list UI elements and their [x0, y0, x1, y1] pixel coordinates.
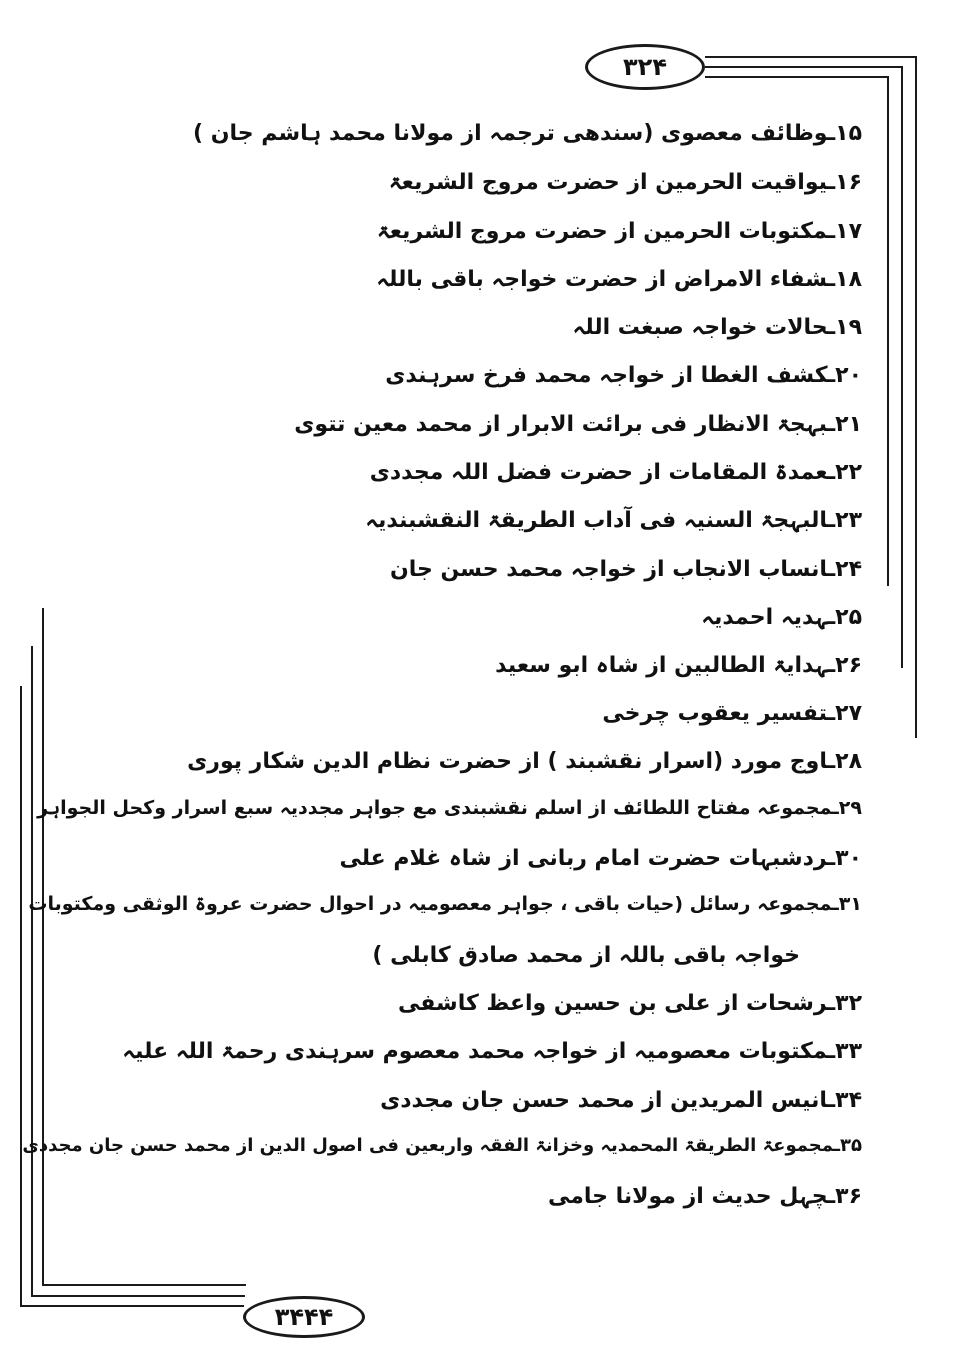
list-item: ۲۰ـکشف الغطا از خواجہ محمد فرخ سرہندی: [385, 363, 862, 388]
frame-bottom-line-outer: [20, 1305, 244, 1307]
list-item: ۳۰ـردشبہات حضرت امام ربانی از شاہ غلام علی: [339, 846, 862, 871]
item-text: شفاء الامراض از حضرت خواجہ باقی باللہ: [376, 267, 828, 292]
frame-left-line-middle: [31, 646, 33, 1296]
item-text: ہدیہ احمدیہ: [701, 605, 828, 630]
list-item: ۱۶ـیواقیت الحرمین از حضرت مروج الشریعۃ: [388, 170, 862, 195]
item-number: ۳۴: [835, 1088, 862, 1113]
list-item: ۳۴ـانیس المریدین از محمد حسن جان مجددی: [380, 1088, 862, 1113]
item-text: عمدۃ المقامات از حضرت فضل اللہ مجددی: [369, 460, 828, 485]
list-item: ۳۲ـرشحات از علی بن حسین واعظ کاشفی: [397, 991, 862, 1016]
item-number: ۲۴: [835, 557, 862, 582]
item-number: ۱۶: [835, 170, 862, 195]
item-text: اوج مورد (اسرار نقشبند ) از حضرت نظام الدین شکار پوری: [187, 749, 828, 774]
frame-right-line-inner: [887, 76, 889, 586]
item-number: ۲۵: [835, 605, 862, 630]
item-text: رشحات از علی بن حسین واعظ کاشفی: [397, 991, 828, 1016]
frame-top-line-inner: [705, 76, 889, 78]
list-item: ۱۵ـوظائف معصوی (سندھی ترجمہ از مولانا محمد ہاشم جان ): [192, 121, 862, 146]
item-number: ۳۰: [835, 846, 862, 871]
item-text: بہجۃ الانظار فی برائت الابرار از محمد معین تتوی: [294, 412, 828, 437]
item-number: ۱۸: [835, 267, 862, 292]
list-item: ۱۸ـشفاء الامراض از حضرت خواجہ باقی باللہ: [376, 267, 862, 292]
item-number: ۳۳: [835, 1039, 862, 1064]
item-number: ۲۶: [835, 653, 862, 678]
list-item: ۲۷ـتفسیر یعقوب چرخی: [602, 701, 862, 726]
item-text: ہدایۃ الطالبین از شاہ ابو سعید: [495, 653, 828, 678]
page-number-bottom: ۳۴۴۴: [243, 1296, 365, 1338]
item-number: ۲۸: [835, 749, 862, 774]
frame-top-line-outer: [705, 56, 917, 58]
item-text: انساب الانجاب از خواجہ محمد حسن جان: [389, 557, 828, 582]
item-text: حالات خواجہ صبغت اللہ: [572, 315, 828, 340]
frame-bottom-line-middle: [31, 1295, 245, 1297]
frame-right-line-middle: [901, 66, 903, 668]
frame-left-line-inner: [42, 608, 44, 1284]
list-item: ۲۳ـالبہجۃ السنیہ فی آداب الطریقۃ النقشبندیہ: [365, 508, 862, 533]
item-text: وظائف معصوی (سندھی ترجمہ از مولانا محمد ہاشم جان ): [192, 121, 828, 146]
item-text: مجموعہ مفتاح اللطائف از اسلم نقشبندی مع جواہر مجددیہ سبع اسرار وکحل الجواہر: [37, 797, 833, 819]
item-text: مکتوبات معصومیہ از خواجہ محمد معصوم سرہندی رحمۃ اللہ علیہ: [122, 1039, 828, 1064]
list-item: ۳۳ـمکتوبات معصومیہ از خواجہ محمد معصوم سرہندی رحمۃ اللہ علیہ: [122, 1039, 862, 1064]
item-number: ۱۵: [835, 121, 862, 146]
item-number: ۲۹: [838, 797, 862, 819]
list-item: ۳۱ـمجموعہ رسائل (حیات باقی ، جواہر معصومیہ در احوال حضرت عروۃ الوثقی ومکتوبات: [28, 893, 862, 915]
frame-bottom-line-inner: [42, 1284, 246, 1286]
item-text: مجموعۃ الطریقۃ المحمدیہ وخزانۃ الفقہ واربعین فی اصول الدین از محمد حسن جان مجددی: [22, 1135, 834, 1156]
frame-top-line-middle: [705, 66, 903, 68]
item-number: ۳۶: [835, 1184, 862, 1209]
item-text: کشف الغطا از خواجہ محمد فرخ سرہندی: [385, 363, 828, 388]
frame-left-line-outer: [20, 686, 22, 1306]
list-item: ۲۲ـعمدۃ المقامات از حضرت فضل اللہ مجددی: [369, 460, 862, 485]
item-text: یواقیت الحرمین از حضرت مروج الشریعۃ: [388, 170, 828, 195]
item-text: انیس المریدین از محمد حسن جان مجددی: [380, 1088, 828, 1113]
item-number: ۲۳: [835, 508, 862, 533]
list-item: ۳۶ـچہل حدیث از مولانا جامی: [547, 1184, 862, 1209]
list-item: ۲۴ـانساب الانجاب از خواجہ محمد حسن جان: [389, 557, 862, 582]
item-text: البہجۃ السنیہ فی آداب الطریقۃ النقشبندیہ: [365, 508, 828, 533]
item-number: ۲۷: [835, 701, 862, 726]
list-item: ۲۹ـمجموعہ مفتاح اللطائف از اسلم نقشبندی مع جواہر مجددیہ سبع اسرار وکحل الجواہر: [37, 797, 862, 819]
item-number: ۲۱: [835, 412, 862, 437]
page-number-top: ۳۲۴: [585, 44, 705, 90]
item-number: ۳۱: [838, 893, 862, 915]
item-number: ۳۲: [835, 991, 862, 1016]
item-text: مکتوبات الحرمین از حضرت مروج الشریعۃ: [376, 219, 828, 244]
frame-right-line-outer: [915, 56, 917, 738]
item-text: تفسیر یعقوب چرخی: [602, 701, 828, 726]
list-item: ۲۸ـاوج مورد (اسرار نقشبند ) از حضرت نظام الدین شکار پوری: [187, 749, 862, 774]
list-item: ۳۵ـمجموعۃ الطریقۃ المحمدیہ وخزانۃ الفقہ واربعین فی اصول الدین از محمد حسن جان مجددی: [22, 1135, 862, 1156]
item-text: مجموعہ رسائل (حیات باقی ، جواہر معصومیہ در احوال حضرت عروۃ الوثقی ومکتوبات: [28, 893, 833, 915]
item-number: ۳۵: [840, 1135, 862, 1156]
item-text: خواجہ باقی باللہ از محمد صادق کابلی ): [372, 943, 800, 968]
list-item: ۲۶ـہدایۃ الطالبین از شاہ ابو سعید: [495, 653, 862, 678]
item-text: ردشبہات حضرت امام ربانی از شاہ غلام علی: [339, 846, 828, 871]
list-item: ۲۱ـبہجۃ الانظار فی برائت الابرار از محمد معین تتوی: [294, 412, 862, 437]
list-item: ۲۵ـہدیہ احمدیہ: [701, 605, 862, 630]
list-item: ۱۷ـمکتوبات الحرمین از حضرت مروج الشریعۃ: [376, 219, 862, 244]
item-number: ۲۰: [835, 363, 862, 388]
list-item: ۱۹ـحالات خواجہ صبغت اللہ: [572, 315, 862, 340]
list-item-continuation: [372, 942, 800, 970]
item-number: ۲۲: [835, 460, 862, 485]
item-number: ۱۷: [835, 219, 862, 244]
item-number: ۱۹: [835, 315, 862, 340]
item-text: چہل حدیث از مولانا جامی: [547, 1184, 828, 1209]
